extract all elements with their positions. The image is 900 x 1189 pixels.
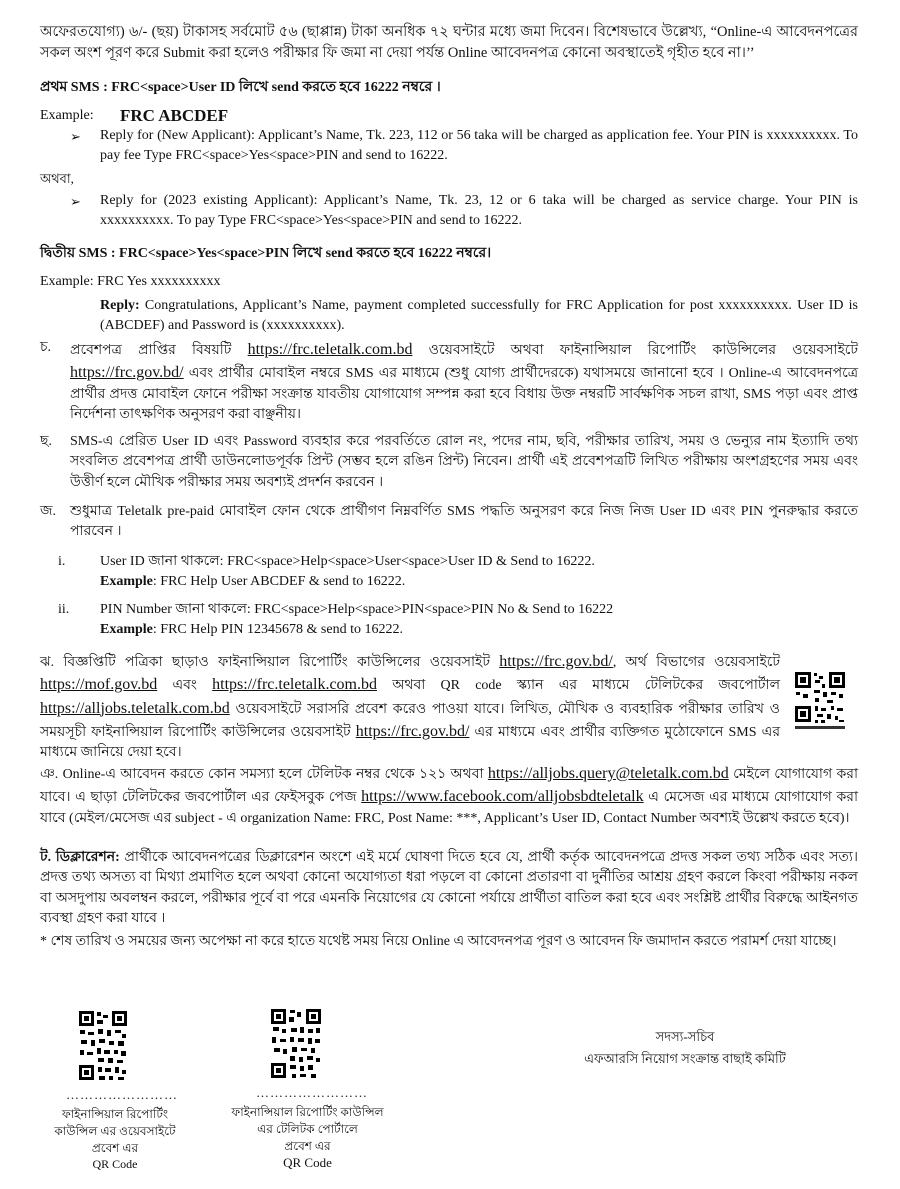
arrow-bullet-icon: ➢ — [70, 129, 81, 144]
mof-gov-link[interactable]: https://mof.gov.bd — [40, 676, 158, 694]
signature-block — [560, 1026, 810, 1070]
qr2-caption — [215, 1104, 400, 1173]
teletalk-portal-qr-code-icon — [270, 1008, 322, 1084]
item-cha-text-2: ওয়েবসাইটে অথবা ফাইনান্সিয়াল রিপোর্টিং কাউন্সিলের ওয়েবসাইটে — [428, 343, 859, 358]
sms1-example-value: FRC ABCDEF — [120, 106, 229, 125]
sms1-reply-existing: Reply for (2023 existing Applicant): Applicant’s Name, Tk. 23, 12 or 6 taka will be charged as service charge. Your PIN is xxxxxxxxxx. To pay Type FRC<space>Yes<space>PIN and send to 16222. — [100, 193, 858, 229]
sms1-or-label: অথবা, — [40, 171, 74, 186]
item-chha-number: ছ. — [40, 434, 52, 449]
alljobs-query-email-link[interactable]: https://alljobs.query@teletalk.com.bd — [487, 765, 729, 782]
sms1-example-label: Example: — [40, 108, 94, 123]
item-jha-text-2: , অর্থ বিভাগের ওয়েবসাইটে — [612, 655, 781, 670]
item-nya-text-3: এ মেসেজ এর মাধ্যমে যোগাযোগ করা যাবে (মেইল/মেসেজ এর subject - এ organization Name: FRC, Post Name: ***, Applicant’s User ID, Contact Number অবশ্যই উল্লেখ করতে হবে)। — [40, 790, 859, 826]
item-jha-text-4: অথবা QR code স্ক্যান এর মাধ্যমে টেলিটকের জবপোর্টাল — [392, 678, 781, 694]
sms2-reply — [100, 296, 858, 337]
qr1-caption-line: প্রবেশ এর — [91, 1140, 139, 1155]
signature-org: এফআরসি নিয়োগ সংক্রান্ত বাছাই কমিটি — [584, 1051, 786, 1067]
sub-item-ii-text: PIN Number জানা থাকলে: FRC<space>Help<space>PIN<space>PIN No & Send to 16222 — [100, 602, 614, 617]
item-ta-text: প্রার্থীকে আবেদনপত্রের ডিক্লারেশন অংশে এই মর্মে ঘোষণা দিতে হবে যে, প্রার্থী কর্তৃক আবেদনপত্রে প্রদত্ত সকল তথ্য সঠিক এবং সত্য। প্রদত্ত তথ্য অসত্য বা মিথ্যা প্রমাণিত হলে অথবা কোনো অযোগ্যতা ধরা পড়লে বা কোনো প্রতারণা বা দুর্নীতির আশ্রয় গ্রহণ করলে কিংবা পরীক্ষায় নকল বা অসদুপায় অবলম্বন করলে, পরীক্ষার পূর্বে বা পরে এমনকি নিয়োগের যে কোনো পর্যায়ে প্রার্থীতা বাতিল করা হবে এবং সংশ্লিষ্ট প্রার্থীর বিরুদ্ধে আইনগত ব্যবস্থা গ্রহণ করা যাবে । — [40, 850, 858, 926]
item-cha-text-1: প্রবেশপত্র প্রাপ্তির বিষয়টি — [70, 343, 232, 358]
note-paragraph: * শেষ তারিখ ও সময়ের জন্য অপেক্ষা না করে হাতে যথেষ্ট সময় নিয়ে Online এ আবেদনপত্র পূরণ ও আবেদন ফি জমাদান করতে পরামর্শ দেয়া যাচ্ছে। — [40, 934, 837, 949]
frc-teletalk-link[interactable]: https://frc.teletalk.com.bd — [247, 341, 413, 358]
qr1-caption-line: QR Code — [92, 1157, 138, 1172]
sms2-reply-text: Congratulations, Applicant’s Name, payment completed successfully for FRC Application for post xxxxxxxxxx. User ID is (ABCDEF) and Password is (xxxxxxxxxx). — [100, 298, 858, 334]
item-jha-text-5: ওয়েবসাইটে সরাসরি প্রবেশ করেও পাওয়া যাবে। লিখিত, মৌখিক ও ব্যবহারিক পরীক্ষার তারিখ ও সময়সূচী ফাইনান্সিয়াল রিপোর্টিং কাউন্সিলের ওয়েবসাইট — [40, 701, 780, 740]
sub-item-i-example-label: Example — [100, 574, 153, 589]
item-cha-text-3: এবং প্রার্থীর মোবাইল নম্বরে SMS এর মাধ্যমে (শুধু যোগ্য প্রার্থীদেরকে) যথাসময়ে জানানো হবে । Online-এ আবেদনপত্রে প্রার্থীর প্রদত্ত মোবাইল ফোনে পরীক্ষা সংক্রান্ত যাবতীয় যোগাযোগ সম্পন্ন করা হবে বিধায় উক্ত নম্বরটি সার্বক্ষণিক সচল রাখা, SMS পড়া এবং প্রাপ্ত নির্দেশনা তাৎক্ষণিক অনুসরণ করা বাঞ্ছনীয়। — [70, 366, 858, 422]
item-ja-number: জ. — [40, 504, 57, 519]
qr2-caption-line: এর টেলিটক পোর্টালে — [257, 1121, 358, 1136]
item-ta-paragraph — [40, 848, 858, 929]
item-jha-text-1: ঝ. বিজ্ঞপ্তিটি পত্রিকা ছাড়াও ফাইনান্সিয়াল রিপোর্টিং কাউন্সিলের ওয়েবসাইট — [40, 655, 490, 670]
item-cha-number: চ. — [40, 340, 52, 355]
item-nya-paragraph — [40, 762, 858, 829]
sms2-example: Example: FRC Yes xxxxxxxxxx — [40, 274, 221, 289]
sms2-heading: দ্বিতীয় SMS : FRC<space>Yes<space>PIN লিখে send করতে হবে 16222 নম্বরে। — [40, 246, 492, 261]
qr1-caption — [40, 1106, 190, 1173]
qr-code-icon — [793, 670, 847, 732]
item-ta-label: ট. ডিক্লারেশন: — [40, 850, 120, 865]
item-jha-text-3: এবং — [172, 678, 197, 694]
item-cha-paragraph — [70, 338, 858, 425]
sms1-heading: প্রথম SMS : FRC<space>User ID লিখে send করতে হবে 16222 নম্বরে । — [40, 80, 441, 95]
frc-gov-link-2[interactable]: https://frc.gov.bd/ — [355, 722, 470, 740]
sub-item-i-text: User ID জানা থাকলে: FRC<space>Help<space>User<space>User ID & Send to 16222. — [100, 554, 595, 569]
qr2-caption-line: ফাইনান্সিয়াল রিপোর্টিং কাউন্সিল — [231, 1105, 384, 1119]
facebook-page-link[interactable]: https://www.facebook.com/alljobsbdteletalk — [361, 788, 644, 806]
arrow-bullet-icon: ➢ — [70, 194, 81, 209]
item-nya-text-2: মেইলে যোগাযোগ করা যাবে। এ ছাড়া টেলিটকের জবপোর্টাল এর ফেইসবুক পেজ — [40, 767, 858, 806]
qr2-dotted-line: …………………… — [256, 1085, 368, 1100]
intro-paragraph: অফেরতযোগ্য) ৬/- (ছয়) টাকাসহ সর্বমোট ৫৬ (ছাপ্পান্ন) টাকা অনধিক ৭২ ঘন্টার মধ্যে জমা দিবেন। বিশেষভাবে উল্লেখ্য, “Online-এ আবেদনপত্রের সকল অংশ পূরণ করে Submit করা হলেও পরীক্ষার ফি জমা না দেয়া পর্যন্ত Online আবেদনপত্র কোনো অবস্থাতেই গৃহীত হবে না।’’ — [40, 24, 858, 62]
sub-item-ii-example-label: Example — [100, 622, 153, 637]
qr2-caption-line: প্রবেশ এর — [284, 1138, 331, 1153]
sub-item-i-example-text: : FRC Help User ABCDEF & send to 16222. — [152, 574, 406, 589]
item-chha-paragraph: SMS-এ প্রেরিত User ID এবং Password ব্যবহার করে পরবর্তিতে রোল নং, পদের নাম, ছবি, পরীক্ষার তারিখ, সময় ও ভেন্যুর নাম ইত্যাদি তথ্য সংবলিত প্রবেশপত্র প্রার্থী ডাউনলোডপূর্বক প্রিন্ট (সম্ভব হলে রঙিন প্রিন্ট) নিবেন। প্রার্থী এই প্রবেশপত্রটি লিখিত পরীক্ষায় অংশগ্রহণের সময় এবং উত্তীর্ণ হলে মৌখিক পরীক্ষার সময় অবশ্যই প্রদর্শন করবেন । — [70, 434, 858, 490]
frc-website-qr-code-icon — [78, 1010, 128, 1086]
qr1-caption-line: ফাইনান্সিয়াল রিপোর্টিং — [61, 1107, 169, 1121]
item-ja-paragraph: শুধুমাত্র Teletalk pre-paid মোবাইল ফোন থেকে প্রার্থীগণ নিম্নবর্ণিত SMS পদ্ধতি অনুসরণ করে নিজ নিজ User ID এবং PIN পুনরুদ্ধার করতে পারবেন । — [70, 504, 858, 540]
qr1-caption-line: কাউন্সিল এর ওয়েবসাইটে — [54, 1123, 176, 1138]
frc-gov-link[interactable]: https://frc.gov.bd/ — [70, 364, 184, 382]
sms2-reply-label: Reply: — [100, 298, 140, 313]
item-jha-paragraph — [40, 650, 780, 763]
sub-item-i-number: i. — [58, 554, 66, 569]
qr1-dotted-line: …………………… — [66, 1087, 178, 1102]
sub-item-i-example — [100, 572, 405, 592]
sub-item-ii-example-text: : FRC Help PIN 12345678 & send to 16222. — [152, 622, 403, 637]
alljobs-teletalk-link[interactable]: https://alljobs.teletalk.com.bd — [40, 699, 230, 717]
sub-item-ii-example — [100, 620, 403, 640]
signature-title: সদস্য-সচিব — [655, 1029, 715, 1044]
sms1-reply-new: Reply for (New Applicant): Applicant’s Name, Tk. 223, 112 or 56 taka will be charged as application fee. Your PIN is xxxxxxxxxx. To pay fee Type FRC<space>Yes<space>PIN and send to 16222. — [100, 128, 858, 164]
frc-gov-link[interactable]: https://frc.gov.bd/ — [499, 653, 613, 670]
qr2-caption-line: QR Code — [283, 1155, 332, 1171]
sub-item-ii-number: ii. — [58, 602, 70, 617]
item-jha-text-6: এর মাধ্যমে এবং প্রার্থীর ব্যক্তিগত মুঠোফোনে SMS এর মাধ্যমে জানিয়ে দেয়া হবে। — [40, 724, 781, 761]
frc-teletalk-link[interactable]: https://frc.teletalk.com.bd — [212, 676, 377, 694]
item-nya-text-1: ঞ. Online-এ আবেদন করতে কোন সমস্যা হলে টেলিটক নম্বর থেকে ১২১ অথবা — [40, 767, 484, 782]
